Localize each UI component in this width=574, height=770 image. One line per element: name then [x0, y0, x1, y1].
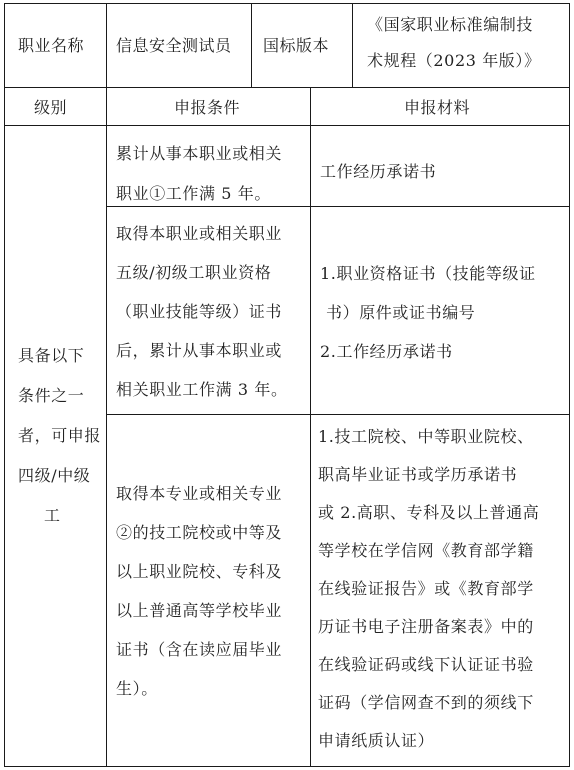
column-header-level: 级别	[34, 98, 68, 117]
level-text-line: 工	[44, 506, 61, 525]
material-line: 在线验证报告》或《教育部学	[318, 579, 534, 598]
standard-value	[367, 12, 541, 71]
level-text-line: 四级/中级	[18, 466, 91, 485]
row-divider-columns	[4, 125, 570, 126]
material-line: 申请纸质认证）	[318, 731, 435, 750]
condition-line: 以上普通高等学校毕业	[116, 601, 283, 620]
condition-line: 取得本专业或相关专业	[116, 484, 283, 503]
material-line: 职高毕业证书或学历承诺书	[318, 465, 518, 484]
condition-line: 职业①工作满 5 年。	[116, 184, 271, 203]
row-divider-header	[4, 87, 570, 88]
material-line: 历证书电子注册备案表》中的	[318, 617, 534, 636]
material-line: 1.技工院校、中等职业院校、	[318, 427, 534, 446]
condition-line: 生）。	[116, 679, 158, 698]
material-line: 等学校在学信网《教育部学籍	[318, 541, 534, 560]
job-name-label: 职业名称	[18, 36, 85, 55]
standard-label: 国标版本	[263, 36, 330, 55]
level-text-line: 者，可申报	[18, 426, 102, 445]
material-line: 或 2.高职、专科及以上普通高	[318, 503, 540, 522]
condition-cell-1	[116, 134, 282, 214]
material-line: 1.职业资格证书（技能等级证	[320, 264, 536, 283]
column-header-materials: 申报材料	[404, 98, 471, 117]
condition-line: 累计从事本职业或相关	[116, 144, 283, 163]
col-divider-header-right	[352, 3, 353, 88]
condition-cell-3	[116, 474, 282, 708]
condition-line: 证书（含在读应届毕业	[116, 640, 283, 659]
table-border-top	[4, 3, 570, 4]
column-header-conditions: 申报条件	[174, 98, 241, 117]
condition-line: 取得本职业或相关职业	[116, 224, 283, 243]
table-border-left	[4, 3, 5, 767]
material-cell-2	[320, 254, 536, 371]
condition-line: 后，累计从事本职业或	[116, 341, 283, 360]
condition-line: ②的技工院校或中等及	[116, 523, 283, 542]
material-cell-1	[320, 152, 436, 192]
material-line: 2.工作经历承诺书	[320, 342, 453, 361]
standard-value-line: 术规程（2023 年版）》	[367, 51, 541, 70]
level-cell-text	[18, 336, 101, 536]
col-divider-1	[106, 3, 107, 767]
material-line: 证码（学信网查不到的须线下	[318, 693, 534, 712]
table-border-right	[569, 3, 570, 767]
standard-value-line: 《国家职业标准编制技	[367, 15, 534, 34]
table-border-bottom	[4, 766, 570, 767]
material-line: 书）原件或证书编号	[326, 303, 476, 322]
level-text-line: 具备以下	[18, 346, 85, 365]
row-divider-2	[106, 414, 570, 415]
condition-cell-2	[116, 214, 288, 409]
condition-line: 以上职业院校、专科及	[116, 562, 283, 581]
material-line: 在线验证码或线下认证证书验	[318, 655, 534, 674]
level-text-line: 条件之一	[18, 386, 85, 405]
col-divider-header-mid	[251, 3, 252, 88]
job-name-value: 信息安全测试员	[116, 36, 232, 55]
col-divider-2	[310, 87, 311, 767]
condition-line: 五级/初级工职业资格	[116, 263, 272, 282]
condition-line: 相关职业工作满 3 年。	[116, 380, 288, 399]
material-line: 工作经历承诺书	[320, 162, 437, 181]
material-cell-3	[318, 418, 539, 760]
condition-line: （职业技能等级）证书	[116, 302, 283, 321]
